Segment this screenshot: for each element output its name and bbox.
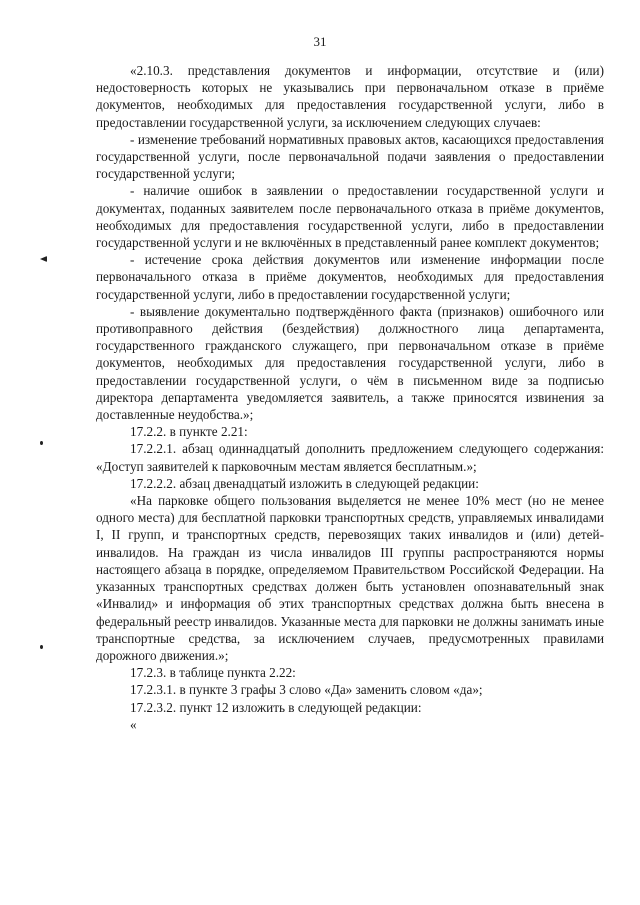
paragraph: - изменение требований нормативных правовых актов, касающихся предоставления государственной услуги, после первоначальной подачи заявления о предоставлении государственной услуги; bbox=[96, 131, 604, 182]
paragraph: - выявление документально подтверждённого факта (признаков) ошибочного или противоправного действия (бездействия) должностного лица департамента, государственного гражданского служащего, при первоначальном отказе в приёме документов, необходимых для предоставления государственной услуги, либо в предоставлении государственной услуги, о чём в письменном виде за подписью директора департамента уведомляется заявитель, а также приносятся извинения за доставленные неудобства.»; bbox=[96, 303, 604, 423]
paragraph: « bbox=[130, 716, 137, 732]
paragraph: - истечение срока действия документов или изменение информации после первоначального отказа в приёме документов, необходимых для предоставления государственной услуги, либо в предоставлении государственной услуги; bbox=[96, 252, 604, 302]
page-number: 31 bbox=[313, 34, 327, 49]
paragraph: 17.2.3.2. пункт 12 изложить в следующей редакции: bbox=[130, 699, 422, 715]
paragraph: 17.2.2.2. абзац двенадцатый изложить в следующей редакции: bbox=[130, 475, 479, 491]
margin-mark bbox=[40, 441, 43, 445]
paragraph: 17.2.3.1. в пункте 3 графы 3 слово «Да» заменить словом «да»; bbox=[130, 682, 483, 698]
paragraph: - наличие ошибок в заявлении о предоставлении государственной услуги и документах, поданных заявителем после первоначального отказа в приёме документов, необходимых для предоставления государственной услуги, либо в предоставлении государственной услуги и не включённых в представленный ранее комплект документов; bbox=[96, 183, 604, 251]
paragraph: «На парковке общего пользования выделяется не менее 10% мест (но не менее одного места) для бесплатной парковки транспортных средств, управляемых инвалидами I, II групп, и транспортных средств, перевозящих таких инвалидов и (или) детей-инвалидов. На граждан из числа инвалидов III группы распространяются нормы настоящего абзаца в порядке, определяемом Правительством Российской Федерации. На указанных транспортных средствах должен быть установлен опознавательный знак «Инвалид» и информация об этих транспортных средствах должна быть внесена в федеральный реестр инвалидов. Указанные места для парковки не должны занимать иные транспортные средства, за исключением случаев, предусмотренных правилами дорожного движения.»; bbox=[96, 493, 604, 663]
paragraph: 17.2.3. в таблице пункта 2.22: bbox=[130, 665, 296, 681]
paragraph: «2.10.3. представления документов и информации, отсутствие и (или) недостоверность которых не указывались при первоначальном отказе в приёме документов, необходимых для предоставления государственной услуги, либо в предоставлении государственной услуги, за исключением следующих случаев: bbox=[96, 63, 604, 130]
paragraph: 17.2.2.1. абзац одиннадцатый дополнить предложением следующего содержания: «Доступ заявителей к парковочным местам является бесплатным.»; bbox=[96, 441, 604, 474]
margin-mark bbox=[40, 645, 43, 649]
document-body bbox=[96, 62, 604, 733]
margin-mark bbox=[40, 256, 47, 262]
paragraph: 17.2.2. в пункте 2.21: bbox=[130, 424, 248, 440]
